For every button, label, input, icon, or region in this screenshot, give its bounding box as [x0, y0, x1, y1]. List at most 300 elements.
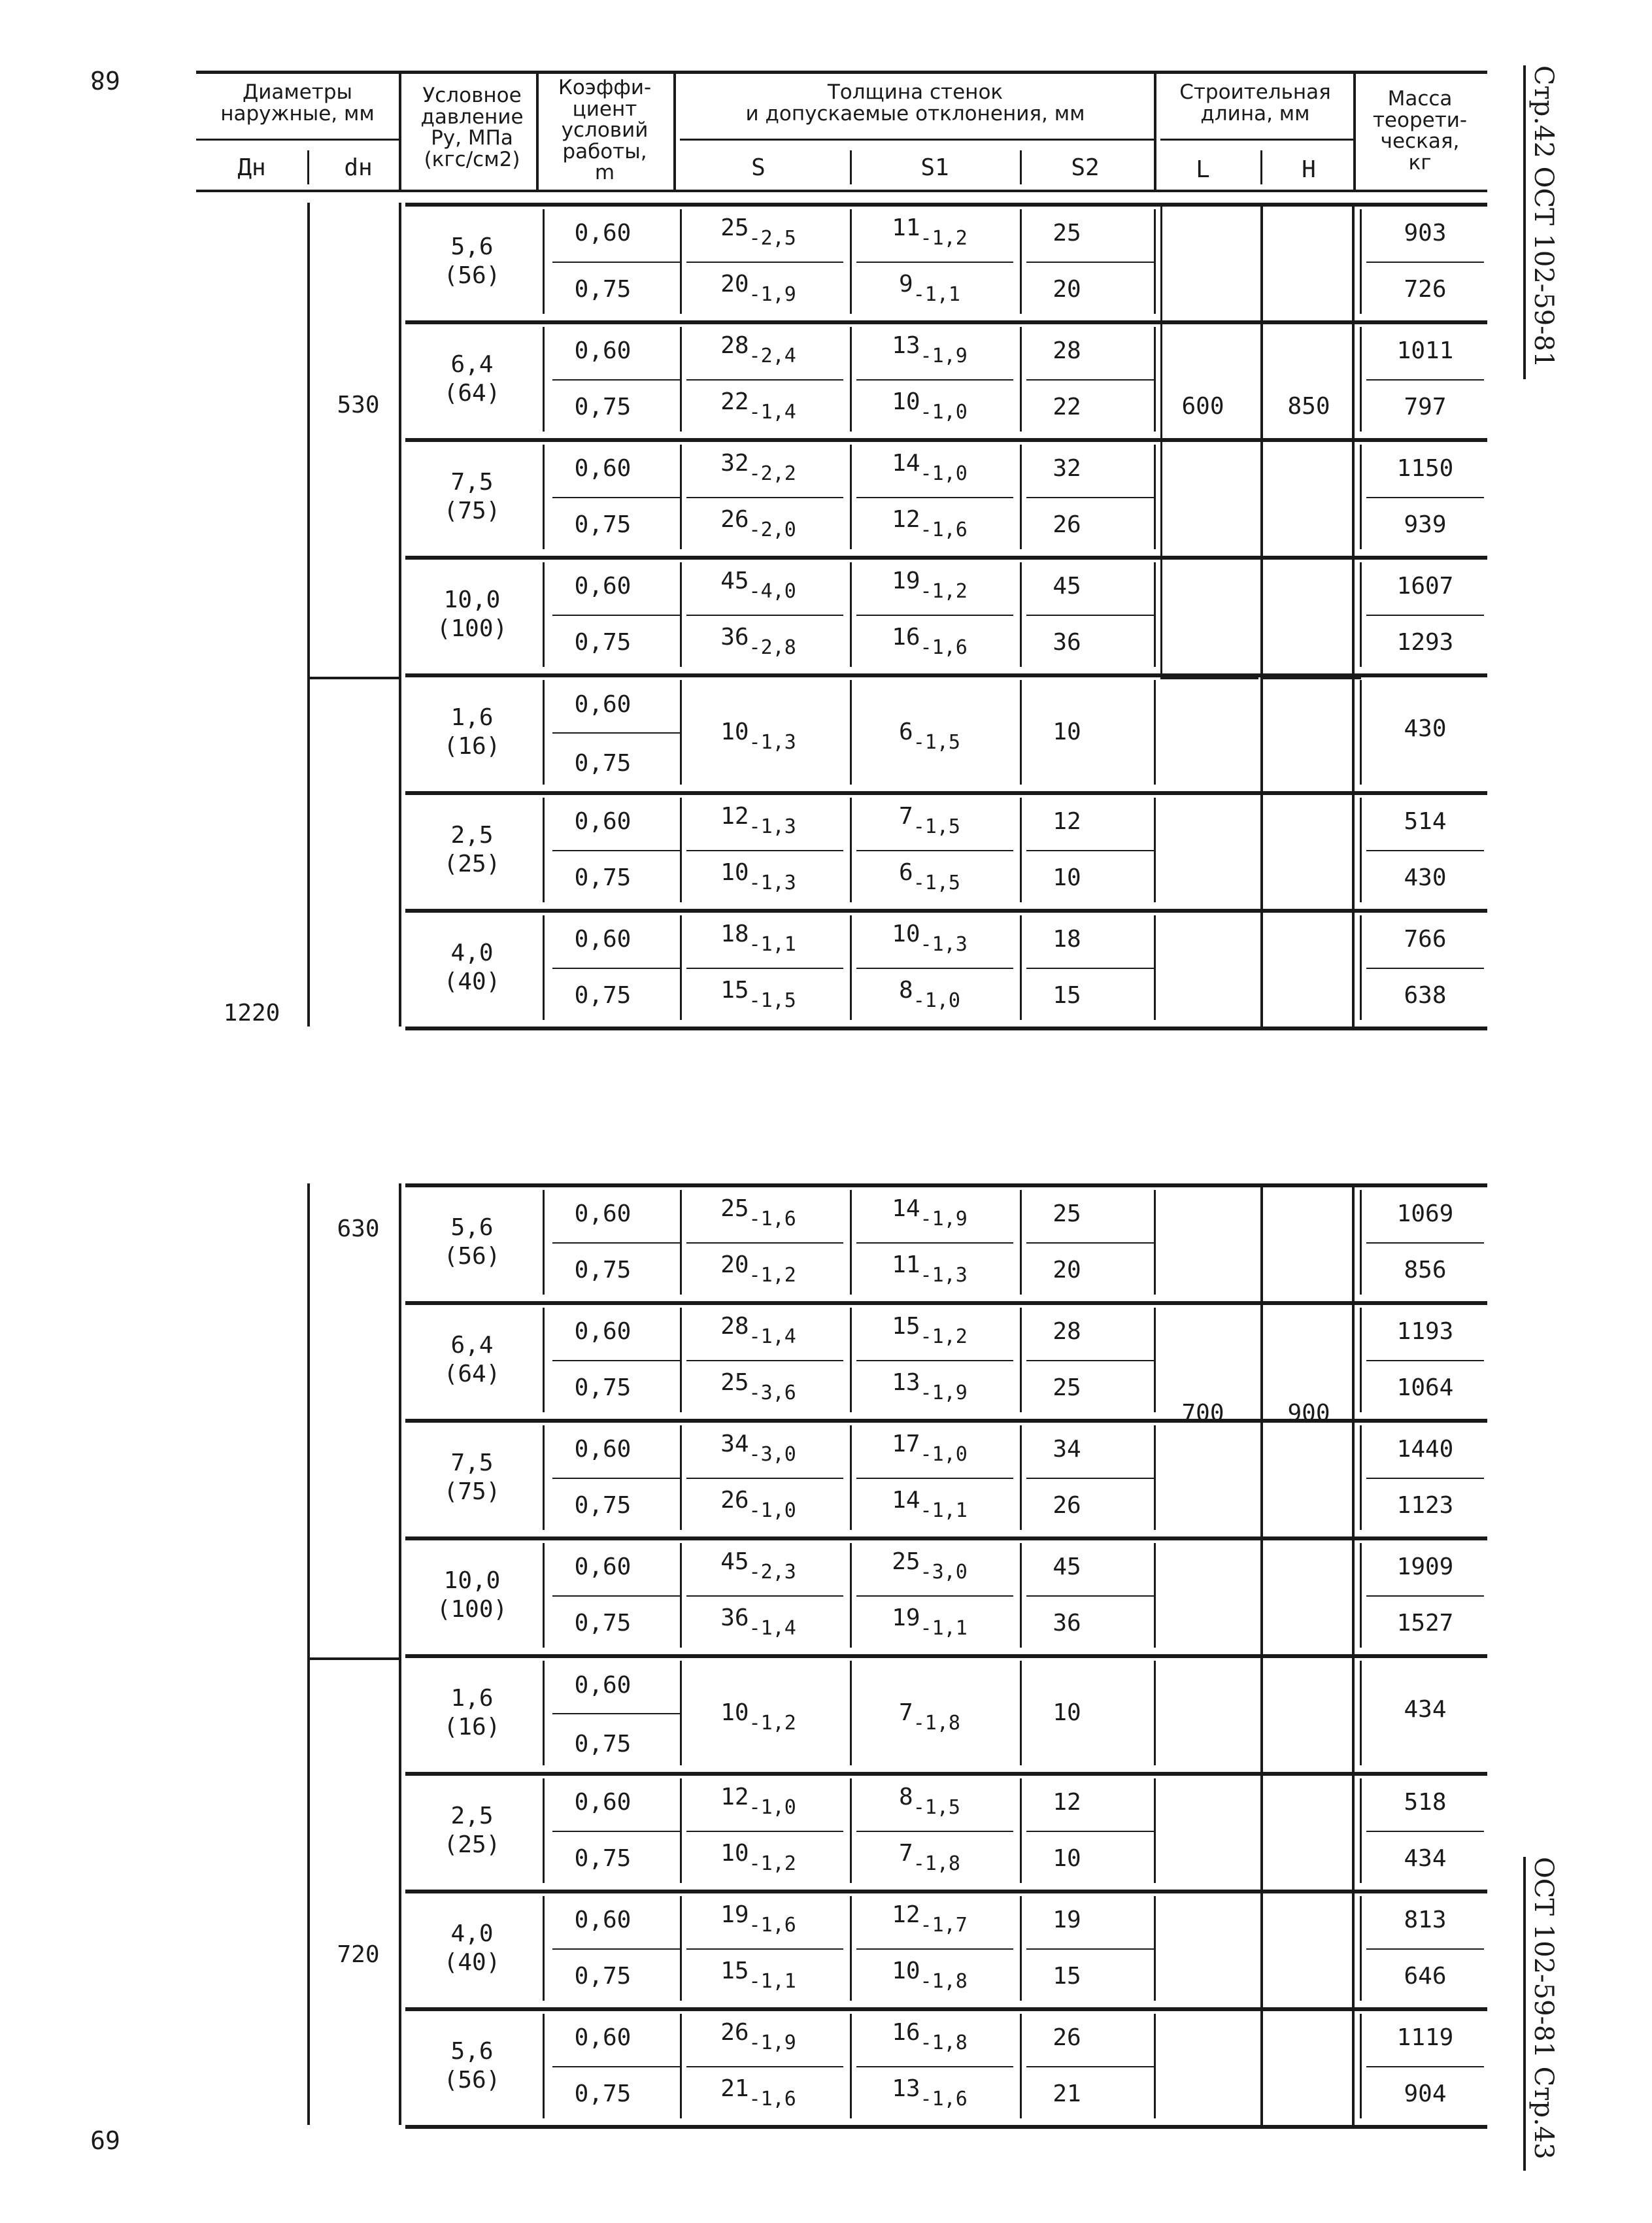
- thickness-s-nominal: 10: [720, 859, 749, 886]
- cell-rule: [1154, 445, 1156, 549]
- cell-rule: [1020, 1661, 1022, 1765]
- group-rule: [405, 320, 1487, 324]
- thickness-s1: [899, 1840, 960, 1875]
- pressure-lower-2-kgf: (75): [443, 1478, 501, 1505]
- thickness-s1: [892, 1548, 968, 1584]
- coef-value: 0,60: [574, 573, 632, 600]
- row-rule: [1026, 1360, 1154, 1361]
- thickness-s: [720, 921, 796, 956]
- row-rule: [686, 1831, 843, 1832]
- pressure-upper-1-kgf: (64): [443, 380, 501, 407]
- thickness-s1-tolerance: -1,0: [920, 1443, 968, 1466]
- row-rule: [552, 1831, 680, 1832]
- coef-value: 0,60: [574, 1318, 632, 1345]
- thickness-s2: 36: [1053, 1610, 1081, 1637]
- cell-rule: [850, 680, 852, 785]
- cell-rule: [1360, 680, 1362, 785]
- cell-rule: [1360, 915, 1362, 1020]
- dn-col-rule: [307, 203, 310, 1027]
- coef-value: 0,60: [574, 1907, 632, 1933]
- cell-rule: [543, 1425, 545, 1530]
- cell-rule: [1020, 1543, 1022, 1648]
- thickness-s: [720, 1784, 796, 1819]
- coef-value: 0,75: [574, 511, 632, 538]
- thickness-s2: 10: [1053, 1699, 1081, 1726]
- mass-value: 1909: [1396, 1553, 1454, 1580]
- thickness-s1: [892, 214, 968, 250]
- thickness-s1-nominal: 17: [892, 1431, 920, 1457]
- row-rule: [1366, 615, 1484, 616]
- cell-rule: [1020, 327, 1022, 432]
- group-rule: [405, 556, 1487, 560]
- cell-rule: [1360, 1778, 1362, 1883]
- cell-rule: [1020, 562, 1022, 667]
- thickness-s-tolerance: -1,3: [749, 731, 796, 754]
- pressure-lower-7-mpa: 5,6: [450, 2038, 494, 2065]
- mass-value: 797: [1404, 394, 1447, 420]
- cell-rule: [680, 915, 682, 1020]
- thickness-s1-tolerance: -1,0: [920, 462, 968, 485]
- thickness-s1: [892, 1251, 968, 1287]
- thickness-s1-nominal: 16: [892, 2019, 920, 2046]
- thickness-s-tolerance: -1,6: [749, 1914, 796, 1937]
- thickness-s-nominal: 26: [720, 506, 749, 533]
- header-bottom-rule: [196, 190, 1487, 192]
- row-rule: [552, 379, 680, 381]
- mass-value: 434: [1404, 1696, 1447, 1723]
- thickness-s-nominal: 15: [720, 977, 749, 1004]
- row-rule: [552, 2066, 680, 2067]
- thickness-s1-nominal: 6: [899, 859, 913, 886]
- side-header-bottom-rule: [1523, 1857, 1526, 2171]
- thickness-s-tolerance: -1,4: [749, 1617, 796, 1640]
- thickness-s2: 36: [1053, 629, 1081, 656]
- thickness-s: [720, 624, 796, 659]
- thickness-s-nominal: 12: [720, 1784, 749, 1810]
- cell-rule: [850, 1896, 852, 2001]
- thickness-s2: 26: [1053, 511, 1081, 538]
- coef-value: 0,60: [574, 1789, 632, 1816]
- thickness-s1-tolerance: -1,9: [920, 1382, 968, 1404]
- thickness-s2: 26: [1053, 2024, 1081, 2051]
- mass-value: 430: [1404, 864, 1447, 891]
- cell-rule: [543, 1308, 545, 1412]
- cell-rule: [543, 1778, 545, 1883]
- thickness-s-nominal: 26: [720, 2019, 749, 2046]
- thickness-s1: [892, 1958, 968, 1993]
- thickness-s1-tolerance: -1,9: [920, 345, 968, 367]
- thickness-s-tolerance: -1,6: [749, 2088, 796, 2111]
- thickness-s-tolerance: -1,3: [749, 815, 796, 838]
- group-rule: [405, 1772, 1487, 1776]
- thickness-s-nominal: 20: [720, 271, 749, 297]
- row-rule: [1366, 1242, 1484, 1244]
- row-rule: [1026, 1478, 1154, 1479]
- thickness-s1-tolerance: -1,3: [920, 933, 968, 956]
- mass-col-rule: [1352, 1183, 1355, 2125]
- cell-rule: [543, 798, 545, 902]
- row-rule: [686, 968, 843, 969]
- cell-rule: [680, 327, 682, 432]
- thickness-s2: 45: [1053, 1553, 1081, 1580]
- page-number-top: 68: [90, 65, 120, 94]
- thickness-s1-nominal: 16: [892, 624, 920, 651]
- thickness-s1-tolerance: -1,5: [913, 815, 960, 838]
- cell-rule: [1360, 798, 1362, 902]
- header-dn: Дн: [237, 154, 266, 181]
- thickness-s-tolerance: -1,1: [749, 1970, 796, 1993]
- thickness-s2: 19: [1053, 1907, 1081, 1933]
- thickness-s2: 32: [1053, 455, 1081, 482]
- mass-value: 903: [1404, 220, 1447, 246]
- thickness-s-tolerance: -2,4: [749, 345, 796, 367]
- thickness-s-nominal: 25: [720, 1369, 749, 1396]
- cell-rule: [850, 2014, 852, 2118]
- cell-rule: [1020, 680, 1022, 785]
- cell-rule: [1360, 327, 1362, 432]
- row-rule: [856, 262, 1013, 263]
- thickness-s: [720, 1548, 796, 1584]
- thickness-s-nominal: 34: [720, 1431, 749, 1457]
- header-s1: S1: [920, 154, 949, 181]
- coef-value: 0,75: [574, 1492, 632, 1519]
- thickness-s2: 28: [1053, 1318, 1081, 1345]
- thickness-s1-nominal: 12: [892, 506, 920, 533]
- header-col-rule: [673, 71, 676, 190]
- row-rule: [856, 2066, 1013, 2067]
- thickness-s: [720, 1313, 796, 1348]
- mass-value: 1064: [1396, 1374, 1454, 1401]
- thickness-s2: 25: [1053, 220, 1081, 246]
- length-l-value: 700: [1181, 1400, 1224, 1427]
- thickness-s2: 25: [1053, 1374, 1081, 1401]
- cell-rule: [543, 1543, 545, 1648]
- thickness-s-tolerance: -2,8: [749, 636, 796, 659]
- row-rule: [856, 1595, 1013, 1597]
- header-mass: Масса теорети- ческая, кг: [1372, 87, 1468, 175]
- row-rule: [1366, 262, 1484, 263]
- thickness-s1-nominal: 7: [899, 1699, 913, 1726]
- cell-rule: [543, 327, 545, 432]
- thickness-s-tolerance: -3,6: [749, 1382, 796, 1404]
- dn-value: 1220: [223, 1000, 280, 1027]
- header-thickness: Толщина стенок и допускаемые отклонения, мм: [745, 80, 1085, 126]
- thickness-s1: [899, 859, 960, 894]
- mass-value: 638: [1404, 982, 1447, 1009]
- pressure-lower-1-mpa: 6,4: [450, 1332, 494, 1359]
- thickness-s-tolerance: -2,3: [749, 1561, 796, 1584]
- row-rule: [856, 497, 1013, 498]
- coef-value: 0,75: [574, 982, 632, 1009]
- header-col-rule: [536, 71, 539, 190]
- header-length-rule: [1160, 139, 1353, 141]
- thickness-s1: [899, 271, 960, 306]
- pressure-upper-5-kgf: (25): [443, 851, 501, 877]
- cell-rule: [1020, 1896, 1022, 2001]
- thickness-s-nominal: 26: [720, 1487, 749, 1514]
- cell-rule: [1020, 1778, 1022, 1883]
- thickness-s: [720, 2019, 796, 2054]
- cell-rule: [850, 798, 852, 902]
- length-h-value: 900: [1287, 1400, 1330, 1427]
- thickness-s: [720, 1487, 796, 1522]
- thickness-s1-nominal: 10: [892, 388, 920, 415]
- row-rule: [1366, 497, 1484, 498]
- cell-rule: [543, 1190, 545, 1295]
- cell-rule: [1020, 798, 1022, 902]
- thickness-s-nominal: 45: [720, 568, 749, 594]
- header-diameters: Диаметры наружные, мм: [220, 80, 375, 126]
- row-rule: [1366, 379, 1484, 381]
- cell-rule: [1360, 1308, 1362, 1412]
- cell-rule: [1360, 1190, 1362, 1295]
- cell-rule: [1154, 1778, 1156, 1883]
- thickness-s2: 15: [1053, 982, 1081, 1009]
- row-rule: [552, 968, 680, 969]
- cell-rule: [680, 2014, 682, 2118]
- thickness-s2: 45: [1053, 573, 1081, 600]
- row-rule: [686, 497, 843, 498]
- header-col-rule: [399, 71, 401, 190]
- row-rule: [552, 1360, 680, 1361]
- cell-rule: [1020, 915, 1022, 1020]
- thickness-s-nominal: 10: [720, 1699, 749, 1726]
- mass-value: 1069: [1396, 1200, 1454, 1227]
- thickness-s2: 21: [1053, 2080, 1081, 2107]
- thickness-s1-tolerance: -1,6: [920, 518, 968, 541]
- header-coefficient: Коэффи- циент условий работы, m: [558, 76, 652, 185]
- thickness-s-tolerance: -1,9: [749, 2031, 796, 2054]
- row-rule: [686, 1478, 843, 1479]
- header-length: Строительная длина, мм: [1179, 80, 1331, 126]
- side-header-bottom: ОСТ 102-59-81 Стр.43: [1528, 1857, 1559, 2160]
- thickness-s1: [892, 1487, 968, 1522]
- pressure-lower-0-kgf: (56): [443, 1243, 501, 1270]
- header-col-rule: [1353, 71, 1356, 190]
- pressure-lower-5-kgf: (25): [443, 1831, 501, 1858]
- coef-value: 0,60: [574, 2024, 632, 2051]
- pressure-lower-7-kgf: (56): [443, 2067, 501, 2094]
- header-dh: dн: [344, 154, 373, 181]
- header-sub-rule: [1020, 150, 1022, 184]
- cell-rule: [850, 209, 852, 314]
- row-rule: [856, 968, 1013, 969]
- thickness-s: [720, 859, 796, 894]
- thickness-s2: 18: [1053, 926, 1081, 953]
- row-rule: [856, 615, 1013, 616]
- cell-rule: [1154, 562, 1156, 667]
- cell-rule: [680, 209, 682, 314]
- thickness-s1: [892, 1369, 968, 1404]
- cell-rule: [850, 1190, 852, 1295]
- length-col-rule: [1260, 203, 1263, 1027]
- thickness-s2: 25: [1053, 1200, 1081, 1227]
- coef-value: 0,60: [574, 220, 632, 246]
- row-rule: [686, 379, 843, 381]
- thickness-s1-nominal: 15: [892, 1313, 920, 1340]
- thickness-s1-nominal: 19: [892, 568, 920, 594]
- pressure-lower-6-mpa: 4,0: [450, 1920, 494, 1947]
- thickness-s1: [899, 977, 960, 1012]
- mass-value: 766: [1404, 926, 1447, 953]
- thickness-s1-tolerance: -1,8: [920, 1970, 968, 1993]
- cell-rule: [1360, 209, 1362, 314]
- thickness-s1-nominal: 12: [892, 1901, 920, 1928]
- thickness-s1: [892, 624, 968, 659]
- mass-value: 1123: [1396, 1492, 1454, 1519]
- cell-rule: [680, 1778, 682, 1883]
- coef-value: 0,75: [574, 1257, 632, 1283]
- thickness-s1-nominal: 10: [892, 921, 920, 947]
- dh-split-rule: [307, 677, 399, 679]
- group-rule: [405, 1301, 1487, 1305]
- coef-value: 0,75: [574, 1731, 632, 1757]
- thickness-s1: [892, 2075, 968, 2111]
- thickness-s-tolerance: -1,2: [749, 1852, 796, 1875]
- thickness-s2: 20: [1053, 1257, 1081, 1283]
- thickness-s-tolerance: -1,6: [749, 1208, 796, 1230]
- row-rule: [1026, 615, 1154, 616]
- row-rule: [856, 1948, 1013, 1950]
- thickness-s-tolerance: -3,0: [749, 1443, 796, 1466]
- coef-value: 0,60: [574, 337, 632, 364]
- cell-rule: [543, 209, 545, 314]
- row-rule: [1026, 1831, 1154, 1832]
- length-col-rule: [1260, 1183, 1263, 2125]
- cell-rule: [1360, 2014, 1362, 2118]
- pressure-lower-2-mpa: 7,5: [450, 1450, 494, 1476]
- pressure-upper-6-mpa: 4,0: [450, 940, 494, 966]
- dh-value: 530: [337, 392, 380, 418]
- thickness-s2: 10: [1053, 719, 1081, 745]
- thickness-s: [720, 568, 796, 603]
- thickness-s1: [892, 1901, 968, 1937]
- cell-rule: [1360, 562, 1362, 667]
- mass-value: 856: [1404, 1257, 1447, 1283]
- thickness-s2: 22: [1053, 394, 1081, 420]
- cell-rule: [1360, 445, 1362, 549]
- group-rule: [405, 791, 1487, 795]
- thickness-s1-tolerance: -1,6: [920, 636, 968, 659]
- header-l: L: [1196, 156, 1210, 183]
- cell-rule: [1020, 2014, 1022, 2118]
- row-rule: [1026, 379, 1154, 381]
- row-rule: [856, 1242, 1013, 1244]
- group-rule: [405, 1536, 1487, 1540]
- row-rule: [856, 1360, 1013, 1361]
- thickness-s1-nominal: 7: [899, 1840, 913, 1867]
- header-s: S: [751, 154, 766, 181]
- cell-rule: [543, 1661, 545, 1765]
- row-rule: [552, 262, 680, 263]
- thickness-s1: [892, 332, 968, 367]
- header-sub-rule: [1260, 150, 1262, 184]
- thickness-s1-tolerance: -1,8: [913, 1712, 960, 1735]
- coef-value: 0,60: [574, 1436, 632, 1463]
- mass-value: 514: [1404, 808, 1447, 835]
- side-header-top: Стр.42 ОСТ 102-59-81: [1528, 65, 1559, 368]
- cell-rule: [1154, 327, 1156, 432]
- coef-rule: [552, 1713, 680, 1714]
- thickness-s-tolerance: -1,2: [749, 1712, 796, 1735]
- thickness-s1-tolerance: -1,8: [920, 2031, 968, 2054]
- thickness-s: [720, 1369, 796, 1404]
- cell-rule: [680, 798, 682, 902]
- cell-rule: [680, 1896, 682, 2001]
- mass-value: 939: [1404, 511, 1447, 538]
- coef-value: 0,75: [574, 1374, 632, 1401]
- mass-value: 1607: [1396, 573, 1454, 600]
- thickness-s-nominal: 19: [720, 1901, 749, 1928]
- thickness-s1-tolerance: -1,0: [920, 401, 968, 424]
- cell-rule: [850, 1778, 852, 1883]
- group-rule: [405, 1654, 1487, 1658]
- thickness-s-nominal: 45: [720, 1548, 749, 1575]
- thickness-s1-nominal: 8: [899, 1784, 913, 1810]
- cell-rule: [1020, 1190, 1022, 1295]
- coef-value: 0,60: [574, 1553, 632, 1580]
- thickness-s-tolerance: -1,0: [749, 1796, 796, 1819]
- thickness-s1: [899, 719, 960, 754]
- thickness-s: [720, 1840, 796, 1875]
- thickness-s-tolerance: -2,0: [749, 518, 796, 541]
- thickness-s1: [892, 1313, 968, 1348]
- coef-value: 0,60: [574, 808, 632, 835]
- thickness-s1-nominal: 6: [899, 719, 913, 745]
- pressure-upper-5-mpa: 2,5: [450, 822, 494, 849]
- mass-value: 726: [1404, 276, 1447, 303]
- cell-rule: [1020, 1425, 1022, 1530]
- thickness-s1-nominal: 13: [892, 2075, 920, 2102]
- coef-value: 0,75: [574, 1610, 632, 1637]
- pressure-upper-3-kgf: (100): [436, 615, 508, 642]
- row-rule: [686, 1595, 843, 1597]
- mass-value: 1193: [1396, 1318, 1454, 1345]
- row-rule: [1026, 2066, 1154, 2067]
- thickness-s1-nominal: 14: [892, 1487, 920, 1514]
- cell-rule: [850, 445, 852, 549]
- cell-rule: [1154, 209, 1156, 314]
- thickness-s2: 28: [1053, 337, 1081, 364]
- coef-rule: [552, 732, 680, 734]
- pressure-lower-0-mpa: 5,6: [450, 1214, 494, 1241]
- row-rule: [1026, 1595, 1154, 1597]
- coef-value: 0,75: [574, 276, 632, 303]
- length-split-rule: [1263, 677, 1361, 679]
- coef-value: 0,60: [574, 455, 632, 482]
- thickness-s-nominal: 15: [720, 1958, 749, 1984]
- thickness-s-nominal: 25: [720, 1195, 749, 1222]
- thickness-s: [720, 450, 796, 485]
- cell-rule: [1154, 798, 1156, 902]
- thickness-s1-tolerance: -1,2: [920, 1325, 968, 1348]
- thickness-s: [720, 1901, 796, 1937]
- mass-value: 1011: [1396, 337, 1454, 364]
- thickness-s1-nominal: 11: [892, 1251, 920, 1278]
- cell-rule: [680, 1425, 682, 1530]
- pressure-lower-3-mpa: 10,0: [443, 1567, 501, 1594]
- row-rule: [1366, 1360, 1484, 1361]
- coef-value: 0,75: [574, 1845, 632, 1872]
- thickness-s: [720, 1431, 796, 1466]
- pressure-upper-2-kgf: (75): [443, 498, 501, 524]
- thickness-s1-nominal: 9: [899, 271, 913, 297]
- thickness-s-tolerance: -1,1: [749, 933, 796, 956]
- thickness-s2: 12: [1053, 808, 1081, 835]
- mass-col-rule: [1352, 203, 1355, 1027]
- thickness-s1: [899, 803, 960, 838]
- cell-rule: [850, 1425, 852, 1530]
